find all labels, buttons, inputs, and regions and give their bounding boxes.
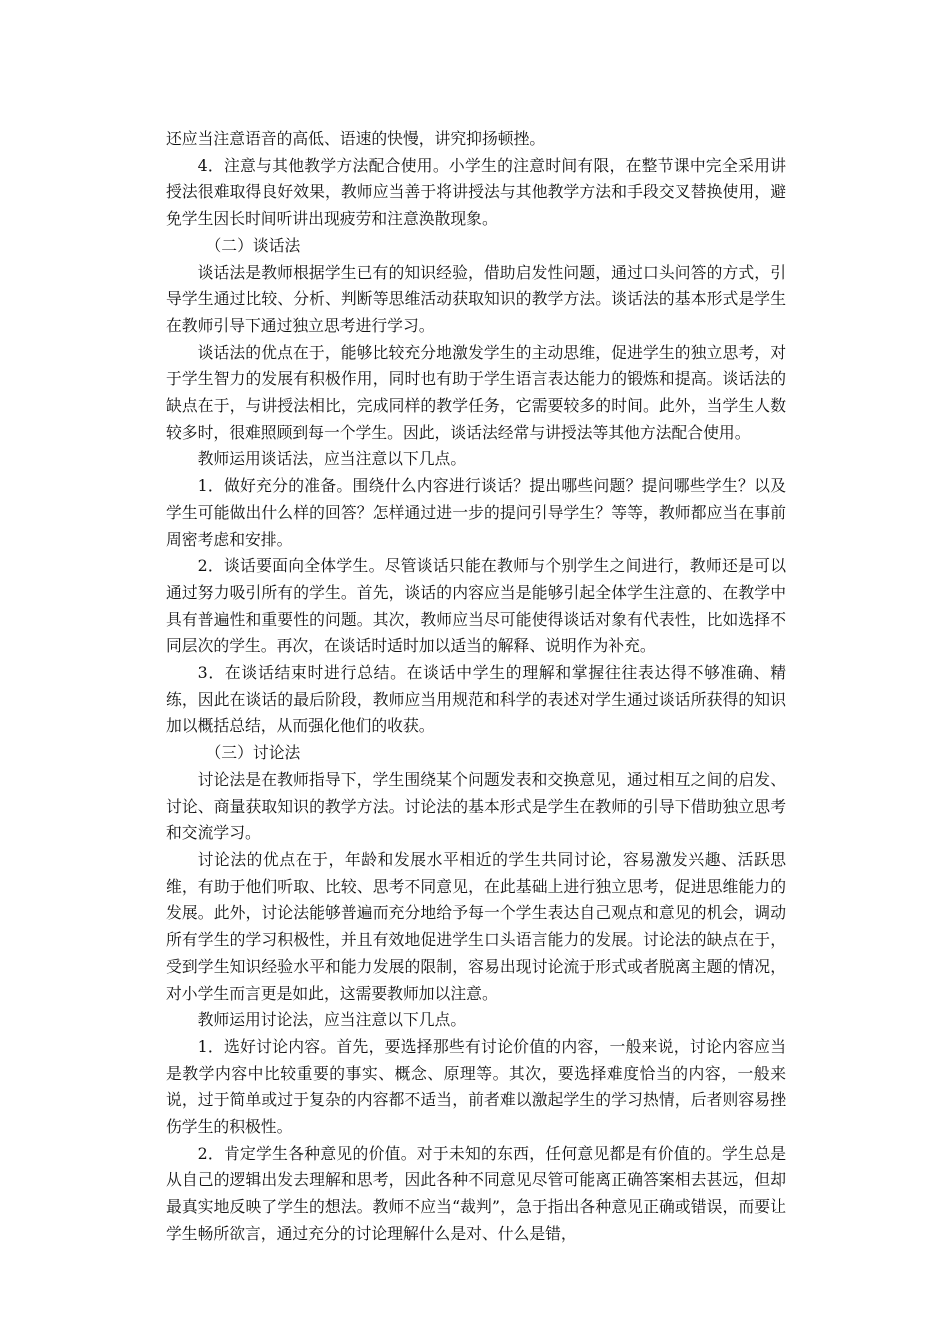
paragraph-discussion-pros-cons: 讨论法的优点在于，年龄和发展水平相近的学生共同讨论，容易激发兴趣、活跃思维，有助于他们听取、比较、思考不同意见，在此基础上进行独立思考，促进思维能力的发展。此外，讨论法能够普遍而充分地给予每一个学生表达自己观点和意见的机会，调动所有学生的学习积极性，并且有效地促进学生口头语言能力的发展。讨论法的缺点在于，受到学生知识经验水平和能力发展的限制，容易出现讨论流于形式或者脱离主题的情况，对小学生而言更是如此，这需要教师加以注意。	[166, 849, 786, 1003]
paragraph-discussion-point-1: 1．选好讨论内容。首先，要选择那些有讨论价值的内容，一般来说，讨论内容应当是教学内容中比较重要的事实、概念、原理等。其次，要选择难度恰当的内容，一般来说，过于简单或过于复杂的内容都不适当，前者难以激起学生的学习热情，后者则容易挫伤学生的积极性。	[166, 1036, 786, 1137]
paragraph-discussion-point-2: 2．肯定学生各种意见的价值。对于未知的东西，任何意见都是有价值的。学生总是从自己的逻辑出发去理解和思考，因此各种不同意见尽管可能离正确答案相去甚远，但却最真实地反映了学生的想法。教师不应当“裁判”，急于指出各种意见正确或错误，而要让学生畅所欲言，通过充分的讨论理解什么是对、什么是错，	[166, 1143, 786, 1243]
section-heading-conversation-method: （二）谈话法	[205, 235, 301, 255]
paragraph-conversation-pros-cons: 谈话法的优点在于，能够比较充分地激发学生的主动思维，促进学生的独立思考，对于学生智力的发展有积极作用，同时也有助于学生语言表达能力的锻炼和提高。谈话法的缺点在于，与讲授法相比，完成同样的教学任务，它需要较多的时间。此外，当学生人数较多时，很难照顾到每一个学生。因此，谈话法经常与讲授法等其他方法配合使用。	[166, 342, 786, 442]
paragraph-continuation: 还应当注意语音的高低、语速的快慢，讲究抑扬顿挫。	[166, 129, 546, 148]
section-heading-discussion-method: （三）讨论法	[205, 743, 301, 763]
paragraph-conversation-definition: 谈话法是教师根据学生已有的知识经验，借助启发性问题，通过口头问答的方式，引导学生通过比较、分析、判断等思维活动获取知识的教学方法。谈话法的基本形式是学生在教师引导下通过独立思考进行学习。	[166, 262, 786, 335]
paragraph-lecture-point-4: 4．注意与其他教学方法配合使用。小学生的注意时间有限，在整节课中完全采用讲授法很难取得良好效果，教师应当善于将讲授法与其他教学方法和手段交叉替换使用，避免学生因长时间听讲出现疲劳和注意涣散现象。	[166, 155, 786, 229]
paragraph-discussion-definition: 讨论法是在教师指导下，学生围绕某个问题发表和交换意见，通过相互之间的启发、讨论、商量获取知识的教学方法。讨论法的基本形式是学生在教师的引导下借助独立思考和交流学习。	[166, 769, 786, 843]
paragraph-discussion-notes-intro: 教师运用讨论法，应当注意以下几点。	[197, 1010, 467, 1030]
paragraph-conversation-point-1: 1．做好充分的准备。围绕什么内容进行谈话？提出哪些问题？提问哪些学生？以及学生可能做出什么样的回答？怎样通过进一步的提问引导学生？等等，教师都应当在事前周密考虑和安排。	[166, 476, 786, 549]
paragraph-conversation-point-2: 2．谈话要面向全体学生。尽管谈话只能在教师与个别学生之间进行，教师还是可以通过努力吸引所有的学生。首先，谈话的内容应当是能够引起全体学生注意的、在教学中具有普遍性和重要性的问题。其次，教师应当尽可能使得谈话对象有代表性，比如选择不同层次的学生。再次，在谈话时适时加以适当的解释、说明作为补充。	[166, 556, 786, 656]
paragraph-conversation-notes-intro: 教师运用谈话法，应当注意以下几点。	[197, 449, 467, 469]
body-text	[166, 126, 786, 1248]
paragraph-conversation-point-3: 3．在谈话结束时进行总结。在谈话中学生的理解和掌握往往表达得不够准确、精练，因此在谈话的最后阶段，教师应当用规范和科学的表述对学生通过谈话所获得的知识加以概括总结，从而强化他们的收获。	[166, 663, 786, 736]
